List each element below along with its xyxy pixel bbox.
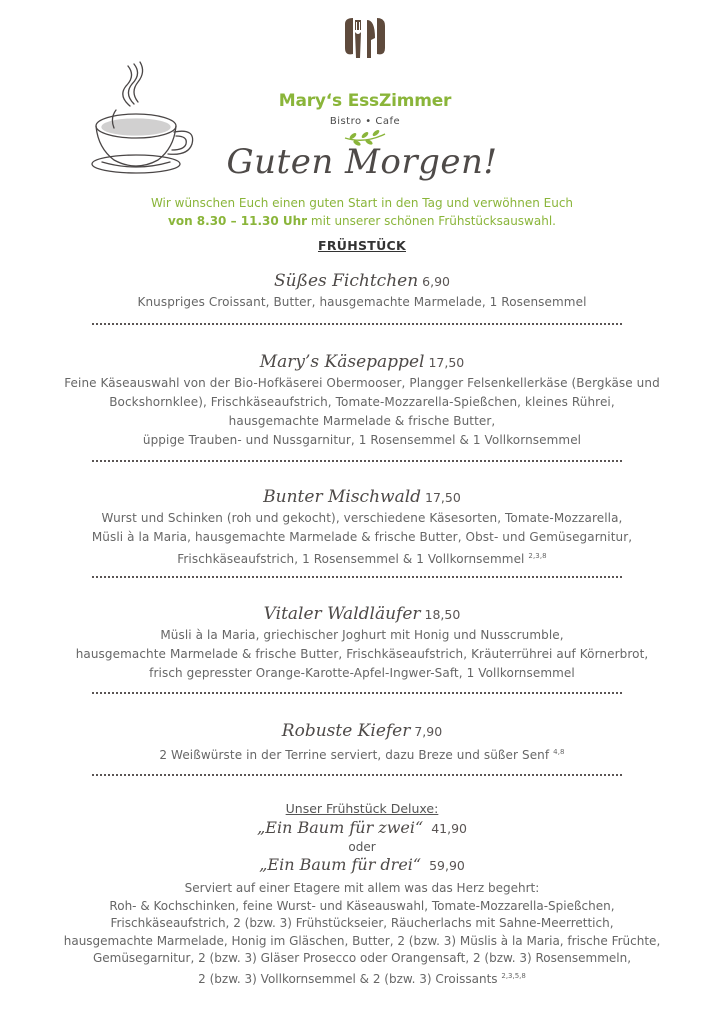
item-description-line: Feine Käseauswahl von der Bio-Hofkäserei Obermooser, Plangger Felsenkellerkäse (Bergkäse und [64,376,660,390]
item-description-text: Frischkäseaufstrich, 1 Rosensemmel & 1 Vollkornsemmel [177,552,525,566]
menu-item [0,720,724,765]
item-description-line: Müsli à la Maria, hausgemachte Marmelade & frische Butter, Obst- und Gemüsegarnitur, [91,530,633,544]
item-description-line: Knuspriges Croissant, Butter, hausgemachte Marmelade, 1 Rosensemmel [137,295,587,309]
dotted-divider [92,323,622,325]
item-name: Mary’s Käsepappel [259,352,425,372]
item-description-line: hausgemachte Marmelade & frische Butter, [228,414,496,428]
menu-item [0,270,724,312]
dotted-divider [92,774,622,776]
item-description-line: Bockshornklee), Frischkäseaufstrich, Tomate-Mozzarella-Spießchen, kleines Rührei, [109,395,615,409]
deluxe-option-price: 41,90 [431,821,467,836]
deluxe-option-price: 59,90 [429,858,465,873]
item-description-line: üppige Trauben- und Nussgarnitur, 1 Rosensemmel & 1 Vollkornsemmel [142,433,582,447]
deluxe-description-text: 2 (bzw. 3) Vollkornsemmel & 2 (bzw. 3) Croissants [198,971,498,986]
item-description-line: frisch gepresster Orange-Karotte-Apfel-Ingwer-Saft, 1 Vollkornsemmel [149,666,575,680]
brand-subtitle: Bistro • Cafe [329,116,401,127]
item-price: 18,50 [424,607,461,622]
intro-line-2-rest: mit unserer schönen Frühstücksauswahl. [307,214,556,228]
dotted-divider [92,460,622,462]
deluxe-or: oder [348,840,376,854]
dotted-divider [92,576,622,578]
section-title: FRÜHSTÜCK [317,238,406,253]
item-description-line [0,547,724,569]
deluxe-description-line: Roh- & Kochschinken, feine Wurst- und Käseauswahl, Tomate-Mozzarella-Spießchen, [109,898,615,913]
item-description-line: hausgemachte Marmelade & frische Butter, Frischkäseaufstrich, Kräuterrührei auf Körnerbrot, [75,647,649,661]
deluxe-description-line: hausgemachte Marmelade, Honig im Gläschen, Butter, 2 (bzw. 3) Müslis à la Maria, frische Früchte, [63,933,661,948]
brand-name: Mary‘s EssZimmer [278,91,452,111]
deluxe-option-name: „Ein Baum für drei“ [259,855,422,874]
deluxe-title: Unser Frühstück Deluxe: [285,801,439,816]
item-description-line: Wurst und Schinken (roh und gekocht), verschiedene Käsesorten, Tomate-Mozzarella, [101,511,623,525]
deluxe-option-name: „Ein Baum für zwei“ [257,818,424,837]
opening-hours: von 8.30 – 11.30 Uhr [168,214,308,228]
item-description-line: Müsli à la Maria, griechischer Joghurt mit Honig und Nusscrumble, [160,628,564,642]
deluxe-description-line: Frischkäseaufstrich, 2 (bzw. 3) Frühstückseier, Räucherlachs mit Sahne-Meerrettich, [110,916,614,930]
item-price: 17,50 [425,490,461,505]
item-name: Süßes Fichtchen [274,271,419,291]
greeting-heading: Guten Morgen! [226,142,498,182]
intro-text [0,194,724,230]
logo [270,18,460,133]
deluxe-description-line [0,968,724,989]
item-price: 7,90 [414,724,443,739]
item-price: 6,90 [422,274,450,289]
item-name: Robuste Kiefer [281,721,411,741]
allergen-codes: 4,8 [553,748,565,756]
deluxe-description-line: Serviert auf einer Etagere mit allem was das Herz begehrt: [184,881,540,895]
menu-item [0,603,724,683]
intro-line-2 [0,212,724,230]
dotted-divider [92,692,622,694]
item-name: Vitaler Waldläufer [263,604,421,624]
fork-knife-logo-icon [341,18,389,62]
item-description-text: 2 Weißwürste in der Terrine serviert, dazu Breze und süßer Senf [159,748,550,762]
item-description-line [0,743,724,765]
item-name: Bunter Mischwald [263,487,422,507]
deluxe-section [0,800,724,988]
menu-item [0,486,724,569]
allergen-codes: 2,3,5,8 [501,971,526,980]
allergen-codes: 2,3,8 [528,552,547,560]
item-price: 17,50 [428,355,465,370]
intro-line-1: Wir wünschen Euch einen guten Start in den Tag und verwöhnen Euch [150,196,574,210]
menu-item [0,351,724,450]
deluxe-description-line: Gemüsegarnitur, 2 (bzw. 3) Gläser Prosecco oder Orangensaft, 2 (bzw. 3) Rosensemmeln, [92,951,632,965]
